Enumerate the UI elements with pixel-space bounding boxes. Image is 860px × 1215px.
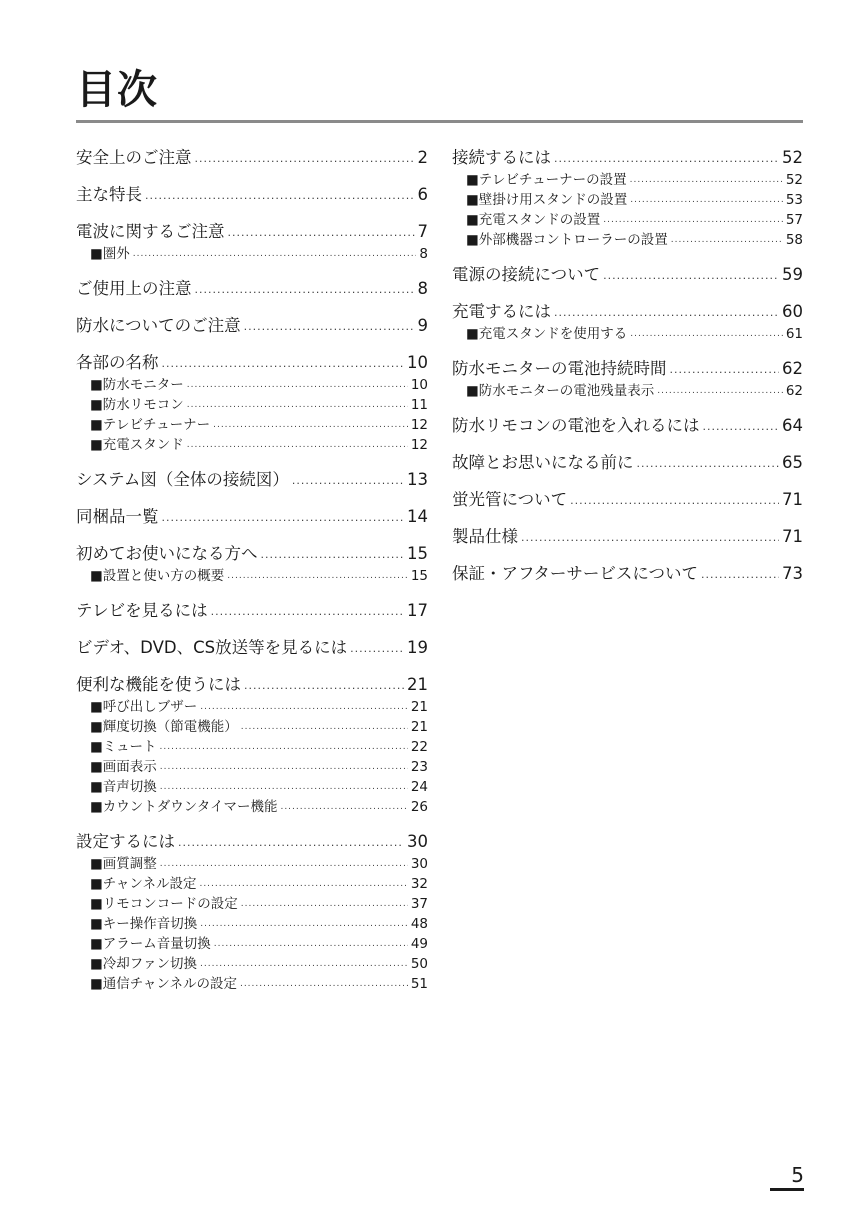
toc-entry-page: 60 <box>782 302 803 321</box>
toc-subentry[interactable] <box>452 381 803 401</box>
toc-section <box>76 145 428 170</box>
dot-leader <box>211 606 404 623</box>
toc-subentry-page: 53 <box>785 192 803 208</box>
toc-entry-page: 59 <box>782 265 803 284</box>
toc-subentry[interactable] <box>76 797 428 817</box>
toc-entry-page: 64 <box>782 416 803 435</box>
toc-subentry-page: 21 <box>410 719 428 735</box>
dot-leader <box>199 880 407 894</box>
toc-subentry-label: ■充電スタンドを使用する <box>466 326 628 342</box>
toc-subentry-page: 62 <box>785 383 803 399</box>
toc-subentry-label: ■防水モニター <box>90 377 184 393</box>
dot-leader <box>187 401 408 415</box>
toc-subentry[interactable] <box>452 170 803 190</box>
toc-entry-label: 故障とお思いになる前に <box>452 453 634 472</box>
toc-entry-label: 保証・アフターサービスについて <box>452 564 699 583</box>
toc-subentry[interactable] <box>76 566 428 586</box>
toc-subentry[interactable] <box>76 934 428 954</box>
toc-subentry[interactable] <box>76 415 428 435</box>
dot-leader <box>570 495 779 512</box>
toc-subentry-label: ■圏外 <box>90 246 130 262</box>
toc-section <box>452 487 803 512</box>
toc-subentry-page: 21 <box>410 699 428 715</box>
dot-leader <box>160 743 408 757</box>
dot-leader <box>630 176 783 190</box>
dot-leader <box>195 153 415 170</box>
toc-entry-page: 17 <box>407 601 428 620</box>
toc-entry[interactable] <box>76 635 428 660</box>
toc-section <box>76 467 428 492</box>
toc-subentry[interactable] <box>452 190 803 210</box>
toc-section <box>76 350 428 455</box>
toc-entry-page: 19 <box>407 638 428 657</box>
toc-entry[interactable] <box>76 313 428 338</box>
toc-section <box>452 524 803 549</box>
toc-subentry[interactable] <box>76 914 428 934</box>
toc-subentry[interactable] <box>452 324 803 344</box>
toc-entry[interactable] <box>76 541 428 566</box>
toc-subentry-label: ■外部機器コントローラーの設置 <box>466 232 668 248</box>
toc-entry[interactable] <box>452 413 803 438</box>
toc-subentry-label: ■充電スタンド <box>90 437 184 453</box>
dot-leader <box>240 980 408 994</box>
toc-entry-label: 充電するには <box>452 302 551 321</box>
toc-entry-page: 71 <box>782 527 803 546</box>
dot-leader <box>280 803 407 817</box>
toc-entry-page: 13 <box>407 470 428 489</box>
dot-leader <box>671 236 783 250</box>
toc-subentry-label: ■防水リモコン <box>90 397 184 413</box>
toc-subentry-label: ■画質調整 <box>90 856 157 872</box>
toc-entry-label: 初めてお使いになる方へ <box>76 544 258 563</box>
toc-subentry[interactable] <box>452 230 803 250</box>
title-divider <box>76 120 803 123</box>
toc-subentry-page: 22 <box>410 739 428 755</box>
toc-subentry-page: 32 <box>410 876 428 892</box>
toc-subentry-page: 52 <box>785 172 803 188</box>
toc-subentry-page: 30 <box>410 856 428 872</box>
toc-entry-page: 65 <box>782 453 803 472</box>
toc-section <box>452 262 803 287</box>
toc-entry-page: 10 <box>407 353 428 372</box>
toc-entry[interactable] <box>76 672 428 697</box>
toc-subentry-page: 50 <box>410 956 428 972</box>
toc-subentry-page: 48 <box>410 916 428 932</box>
toc-entry[interactable] <box>452 299 803 324</box>
toc-subentry-page: 12 <box>410 437 428 453</box>
toc-section <box>76 598 428 623</box>
dot-leader <box>261 549 405 566</box>
toc-subentry-label: ■充電スタンドの設置 <box>466 212 601 228</box>
dot-leader <box>703 421 780 438</box>
toc-subentry-label: ■ミュート <box>90 739 157 755</box>
dot-leader <box>178 837 404 854</box>
toc-subentry[interactable] <box>76 244 428 264</box>
toc-subentry-page: 57 <box>785 212 803 228</box>
toc-entry-page: 7 <box>417 222 428 241</box>
toc-entry-label: システム図（全体の接続図） <box>76 470 289 489</box>
toc-subentry-label: ■冷却ファン切換 <box>90 956 197 972</box>
toc-section <box>76 276 428 301</box>
toc-section <box>452 356 803 401</box>
toc-subentry[interactable] <box>76 974 428 994</box>
toc-entry-label: 防水モニターの電池持続時間 <box>452 359 667 378</box>
toc-subentry-page: 12 <box>410 417 428 433</box>
toc-entry-label: 防水についてのご注意 <box>76 316 241 335</box>
dot-leader <box>160 783 408 797</box>
toc-entry[interactable] <box>452 262 803 287</box>
dot-leader <box>554 307 779 324</box>
toc-entry[interactable] <box>452 145 803 170</box>
dot-leader <box>133 250 417 264</box>
toc-entry[interactable] <box>76 276 428 301</box>
page-number-underline <box>770 1188 804 1191</box>
dot-leader <box>657 387 783 401</box>
toc-subentry-label: ■設置と使い方の概要 <box>90 568 225 584</box>
toc-subentry[interactable] <box>76 874 428 894</box>
toc-subentry-label: ■テレビチューナー <box>90 417 211 433</box>
toc-subentry-label: ■輝度切換（節電機能） <box>90 719 238 735</box>
dot-leader <box>228 227 415 244</box>
toc-subentry-page: 8 <box>419 246 428 262</box>
dot-leader <box>603 216 783 230</box>
toc-subentry-page: 23 <box>410 759 428 775</box>
toc-entry[interactable] <box>452 524 803 549</box>
toc-subentry-page: 15 <box>410 568 428 584</box>
dot-leader <box>187 441 408 455</box>
toc-entry[interactable] <box>452 356 803 381</box>
toc-section <box>76 541 428 586</box>
toc-subentry[interactable] <box>76 435 428 455</box>
toc-section <box>452 299 803 344</box>
toc-subentry-page: 51 <box>410 976 428 992</box>
toc-entry[interactable] <box>76 467 428 492</box>
toc-subentry-label: ■カウントダウンタイマー機能 <box>90 799 278 815</box>
toc-entry-page: 21 <box>407 675 428 694</box>
toc-subentry[interactable] <box>76 777 428 797</box>
toc-section <box>452 145 803 250</box>
dot-leader <box>214 940 408 954</box>
toc-entry-label: 同梱品一覧 <box>76 507 159 526</box>
toc-entry-label: 電波に関するご注意 <box>76 222 225 241</box>
toc-entry-label: 蛍光管について <box>452 490 568 509</box>
toc-section <box>452 450 803 475</box>
dot-leader <box>160 763 408 777</box>
toc-entry-page: 62 <box>782 359 803 378</box>
toc-section <box>76 672 428 817</box>
toc-entry[interactable] <box>452 450 803 475</box>
dot-leader <box>200 920 408 934</box>
toc-subentry-label: ■画面表示 <box>90 759 157 775</box>
toc-entry[interactable] <box>76 219 428 244</box>
dot-leader <box>162 512 405 529</box>
toc-left-column <box>76 145 428 1006</box>
dot-leader <box>244 321 415 338</box>
toc-subentry-label: ■アラーム音量切換 <box>90 936 211 952</box>
toc-entry-label: テレビを見るには <box>76 601 208 620</box>
page-number: 5 <box>791 1163 804 1187</box>
toc-subentry-page: 49 <box>410 936 428 952</box>
dot-leader <box>227 572 408 586</box>
toc-subentry-page: 58 <box>785 232 803 248</box>
toc-entry[interactable] <box>76 504 428 529</box>
toc-section <box>76 313 428 338</box>
dot-leader <box>195 284 415 301</box>
toc-entry[interactable] <box>76 598 428 623</box>
dot-leader <box>350 643 404 660</box>
toc-entry[interactable] <box>76 829 428 854</box>
toc-subentry-label: ■壁掛け用スタンドの設置 <box>466 192 628 208</box>
toc-entry[interactable] <box>452 487 803 512</box>
toc-subentry[interactable] <box>76 854 428 874</box>
toc-entry-label: 製品仕様 <box>452 527 518 546</box>
toc-entry-page: 9 <box>417 316 428 335</box>
toc-section <box>452 413 803 438</box>
toc-subentry[interactable] <box>76 954 428 974</box>
toc-subentry-label: ■防水モニターの電池残量表示 <box>466 383 655 399</box>
toc-entry-page: 71 <box>782 490 803 509</box>
dot-leader <box>603 270 779 287</box>
toc-entry-page: 73 <box>782 564 803 583</box>
toc-subentry[interactable] <box>452 210 803 230</box>
page-title: 目次 <box>76 67 158 113</box>
toc-subentry[interactable] <box>76 737 428 757</box>
toc-subentry-label: ■テレビチューナーの設置 <box>466 172 627 188</box>
toc-subentry-label: ■リモコンコードの設定 <box>90 896 238 912</box>
toc-entry-page: 30 <box>407 832 428 851</box>
dot-leader <box>160 860 408 874</box>
toc-section <box>76 504 428 529</box>
toc-subentry-label: ■キー操作音切換 <box>90 916 198 932</box>
toc-section <box>76 635 428 660</box>
toc-entry-page: 15 <box>407 544 428 563</box>
dot-leader <box>630 330 783 344</box>
toc-subentry-page: 10 <box>410 377 428 393</box>
toc-entry-page: 14 <box>407 507 428 526</box>
toc-subentry-page: 61 <box>785 326 803 342</box>
toc-section <box>76 219 428 264</box>
toc-entry-label: ご使用上の注意 <box>76 279 192 298</box>
toc-subentry-page: 37 <box>410 896 428 912</box>
toc-subentry[interactable] <box>76 717 428 737</box>
dot-leader <box>637 458 780 475</box>
toc-subentry-page: 26 <box>410 799 428 815</box>
toc-entry-page: 52 <box>782 148 803 167</box>
toc-entry-label: 各部の名称 <box>76 353 159 372</box>
toc-subentry[interactable] <box>76 395 428 415</box>
toc-subentry[interactable] <box>76 894 428 914</box>
dot-leader <box>244 680 404 697</box>
toc-entry-label: 防水リモコンの電池を入れるには <box>452 416 700 435</box>
dot-leader <box>241 900 408 914</box>
toc-subentry[interactable] <box>76 375 428 395</box>
dot-leader <box>701 569 779 586</box>
dot-leader <box>213 421 408 435</box>
toc-section <box>452 561 803 586</box>
toc-subentry[interactable] <box>76 697 428 717</box>
toc-entry-label: 電源の接続について <box>452 265 601 284</box>
toc-entry-label: 接続するには <box>452 148 551 167</box>
toc-entry-label: ビデオ、DVD、CS放送等を見るには <box>76 638 348 657</box>
dot-leader <box>200 960 408 974</box>
toc-subentry-label: ■チャンネル設定 <box>90 876 197 892</box>
toc-entry-page: 8 <box>417 279 428 298</box>
toc-section <box>76 829 428 994</box>
dot-leader <box>241 723 408 737</box>
toc-subentry-label: ■呼び出しブザー <box>90 699 198 715</box>
toc-entry[interactable] <box>452 561 803 586</box>
dot-leader <box>187 381 408 395</box>
dot-leader <box>200 703 408 717</box>
dot-leader <box>162 358 405 375</box>
toc-entry[interactable] <box>76 350 428 375</box>
toc-entry-page: 2 <box>417 148 428 167</box>
toc-right-column <box>452 145 803 598</box>
toc-subentry-page: 24 <box>410 779 428 795</box>
dot-leader <box>521 532 779 549</box>
toc-subentry-page: 11 <box>410 397 428 413</box>
dot-leader <box>630 196 783 210</box>
toc-subentry[interactable] <box>76 757 428 777</box>
dot-leader <box>670 364 780 381</box>
toc-entry-label: 安全上のご注意 <box>76 148 192 167</box>
dot-leader <box>554 153 779 170</box>
toc-entry[interactable] <box>76 182 428 207</box>
toc-subentry-label: ■通信チャンネルの設定 <box>90 976 237 992</box>
toc-entry[interactable] <box>76 145 428 170</box>
toc-entry-page: 6 <box>417 185 428 204</box>
dot-leader <box>292 475 404 492</box>
toc-entry-label: 設定するには <box>76 832 175 851</box>
toc-section <box>76 182 428 207</box>
toc-entry-label: 主な特長 <box>76 185 142 204</box>
toc-entry-label: 便利な機能を使うには <box>76 675 241 694</box>
toc-subentry-label: ■音声切換 <box>90 779 157 795</box>
dot-leader <box>145 190 415 207</box>
